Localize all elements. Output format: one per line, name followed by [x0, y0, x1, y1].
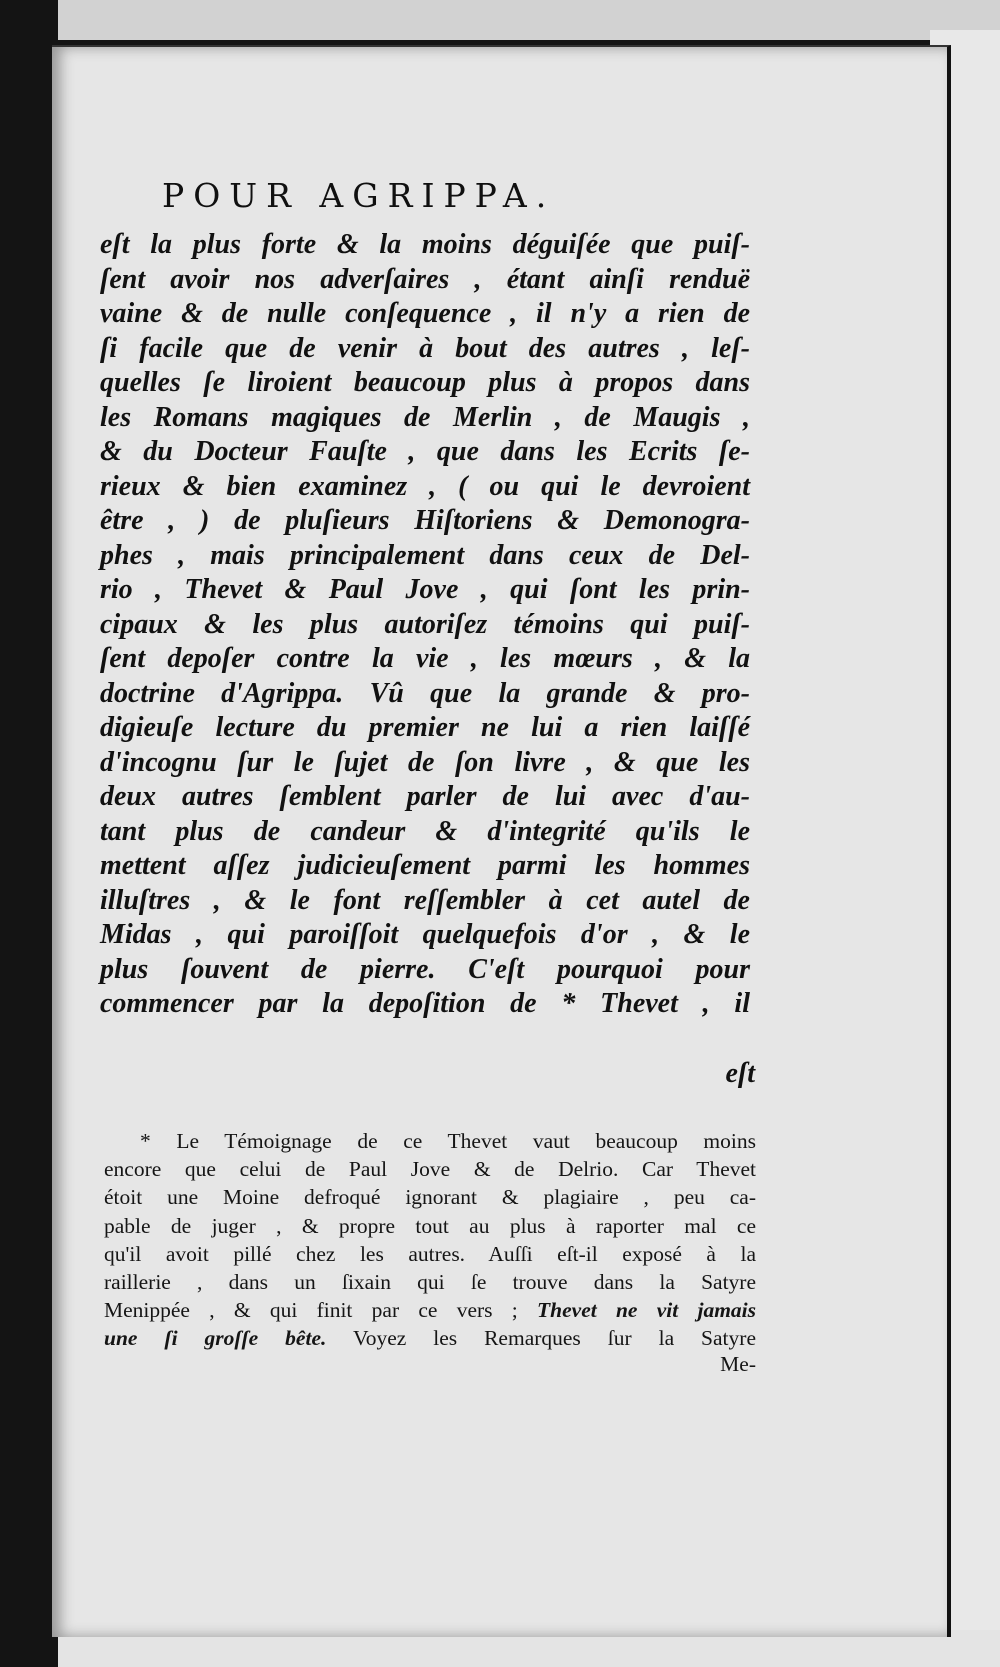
- footnote: [104, 1127, 756, 1353]
- footnote-tail: Voyez les Remarques ſur la Satyre: [352, 1326, 756, 1351]
- body-line: cipaux & les plus autoriſez témoins qui puiſ-: [100, 608, 750, 640]
- body-line: illuſtres , & le font reſſembler à cet autel de: [100, 884, 750, 916]
- body-line: phes , mais principalement dans ceux de Del-: [100, 539, 750, 571]
- footnote-verse: Thevet ne vit jamais: [537, 1298, 757, 1323]
- body-line: d'incognu ſur le ſujet de ſon livre , & que les: [100, 746, 750, 778]
- footnote-line: encore que celui de Paul Jove & de Delrio. Car Thevet: [104, 1157, 756, 1182]
- body-line: commencer par la depoſition de * Thevet , il: [100, 988, 750, 1019]
- body-line: rieux & bien examinez , ( ou qui le devroient: [100, 470, 750, 502]
- body-line: mettent aſſez judicieuſement parmi les hommes: [100, 850, 750, 881]
- body-line: doctrine d'Agrippa. Vû que la grande & pro-: [100, 677, 750, 709]
- footnote-line: pable de juger , & propre tout au plus à raporter mal ce: [104, 1213, 756, 1238]
- catchword: eſt: [725, 1058, 755, 1089]
- footnote-line: étoit une Moine defroqué ignorant & plagiaire , peu ca-: [104, 1185, 756, 1210]
- body-line: être , ) de pluſieurs Hiſtoriens & Demonogra-: [100, 505, 750, 536]
- footnote-line: qu'il avoit pillé chez les autres. Auſſi eſt-il exposé à la: [104, 1241, 756, 1266]
- footnote-line-text: Menippée , & qui finit par ce vers ;: [104, 1298, 518, 1323]
- body-line: tant plus de candeur & d'integrité qu'ils le: [100, 815, 750, 847]
- running-head: POUR AGRIPPA.: [162, 176, 556, 215]
- footnote-catchword: Me-: [720, 1352, 756, 1376]
- body-line: digieuſe lecture du premier ne lui a rien laiſſé: [100, 712, 750, 743]
- footnote-line: raillerie , dans un ſixain qui ſe trouve dans la Satyre: [104, 1269, 756, 1294]
- body-text: [100, 228, 750, 1022]
- body-line: vaine & de nulle conſequence , il n'y a rien de: [100, 298, 750, 329]
- footnote-line-with-verse: [104, 1296, 756, 1324]
- body-line: rio , Thevet & Paul Jove , qui ſont les prin-: [100, 574, 750, 605]
- body-line: ſent depoſer contre la vie , les mœurs , & la: [100, 643, 750, 674]
- body-line: ſent avoir nos adverſaires , étant ainſi renduë: [100, 263, 750, 295]
- footnote-verse-continuation: une ſi groſſe bête.: [104, 1326, 327, 1351]
- body-line: deux autres ſemblent parler de lui avec d'au-: [100, 781, 750, 812]
- body-line: Midas , qui paroiſſoit quelquefois d'or , & le: [100, 919, 750, 950]
- body-line: quelles ſe liroient beaucoup plus à propos dans: [100, 367, 750, 398]
- footnote-line-with-verse-end: [104, 1324, 756, 1352]
- body-line: ſi facile que de venir à bout des autres , leſ-: [100, 332, 750, 364]
- body-line: & du Docteur Fauſte , que dans les Ecrits ſe-: [100, 436, 750, 467]
- body-line: eſt la plus forte & la moins déguiſée que puiſ-: [100, 229, 750, 260]
- body-line: plus ſouvent de pierre. C'eſt pourquoi pour: [100, 953, 750, 985]
- footnote-line: * Le Témoignage de ce Thevet vaut beaucoup moins: [140, 1129, 756, 1153]
- body-line: les Romans magiques de Merlin , de Maugis ,: [100, 401, 750, 433]
- scan-background-top: [58, 0, 1000, 40]
